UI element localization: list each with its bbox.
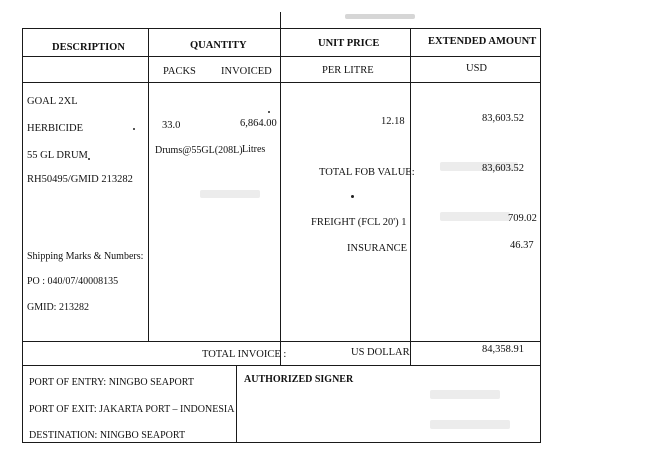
destination: DESTINATION: NINGBO SEAPORT	[29, 430, 186, 441]
total-fob-value: 83,603.52	[482, 163, 524, 174]
scan-speck	[351, 195, 354, 198]
body-bottom-border	[22, 341, 541, 342]
header-extended-amount: EXTENDED AMOUNT	[428, 36, 537, 47]
subheader-per-litre: PER LITRE	[322, 65, 374, 76]
description-line-1: GOAL 2XL	[27, 96, 78, 107]
quantity-invoiced-value: 6,864.00	[240, 118, 277, 129]
column-divider-quantity	[148, 28, 149, 341]
total-row-bottom-border	[22, 365, 541, 366]
scan-speck	[133, 128, 135, 130]
table-top-border	[22, 28, 541, 29]
header-unit-price: UNIT PRICE	[318, 38, 380, 49]
bleed-through-mark	[440, 212, 510, 221]
freight-value: 709.02	[508, 213, 537, 224]
table-right-border	[540, 28, 541, 443]
shipping-po: PO : 040/07/40008135	[27, 276, 119, 287]
port-of-exit: PORT OF EXIT: JAKARTA PORT – INDONESIA	[29, 404, 235, 415]
scan-speck	[88, 158, 90, 160]
description-line-3: 55 GL DRUM	[27, 150, 88, 161]
table-left-border	[22, 28, 23, 443]
total-invoice-currency: US DOLLAR	[351, 347, 410, 358]
table-bottom-border	[22, 442, 541, 443]
line-amount-value: 83,603.52	[482, 113, 524, 124]
bleed-through-mark	[200, 190, 260, 198]
column-divider-unit-price	[280, 12, 281, 365]
insurance-label: INSURANCE	[347, 243, 408, 254]
insurance-value: 46.37	[510, 240, 534, 251]
subheader-currency: USD	[466, 63, 488, 74]
total-fob-label: TOTAL FOB VALUE:	[319, 167, 415, 178]
header-quantity: QUANTITY	[190, 40, 247, 51]
subheader-bottom-border	[22, 82, 541, 83]
footer-divider	[236, 365, 237, 442]
header-bottom-border	[22, 56, 541, 57]
quantity-unit-type: Litres	[242, 144, 266, 155]
authorized-signer: AUTHORIZED SIGNER	[244, 374, 354, 385]
freight-label: FREIGHT (FCL 20') 1	[311, 217, 407, 228]
quantity-unit-description: Drums@55GL(208L)	[155, 145, 243, 156]
header-description: DESCRIPTION	[52, 42, 125, 53]
total-invoice-label: TOTAL INVOICE :	[202, 349, 287, 360]
bleed-through-mark	[345, 14, 415, 19]
total-invoice-value: 84,358.91	[482, 344, 524, 355]
shipping-marks-heading: Shipping Marks & Numbers:	[27, 251, 144, 262]
scan-speck	[268, 111, 270, 113]
unit-price-value: 12.18	[381, 116, 405, 127]
description-line-4: RH50495/GMID 213282	[27, 174, 133, 185]
column-divider-extended-amount	[410, 28, 411, 365]
port-of-entry: PORT OF ENTRY: NINGBO SEAPORT	[29, 377, 194, 388]
subheader-packs: PACKS	[163, 66, 196, 77]
subheader-invoiced: INVOICED	[221, 66, 272, 77]
bleed-through-mark	[430, 420, 510, 429]
quantity-packs-value: 33.0	[162, 120, 181, 131]
shipping-gmid: GMID: 213282	[27, 302, 89, 313]
bleed-through-mark	[430, 390, 500, 399]
description-line-2: HERBICIDE	[27, 123, 83, 134]
